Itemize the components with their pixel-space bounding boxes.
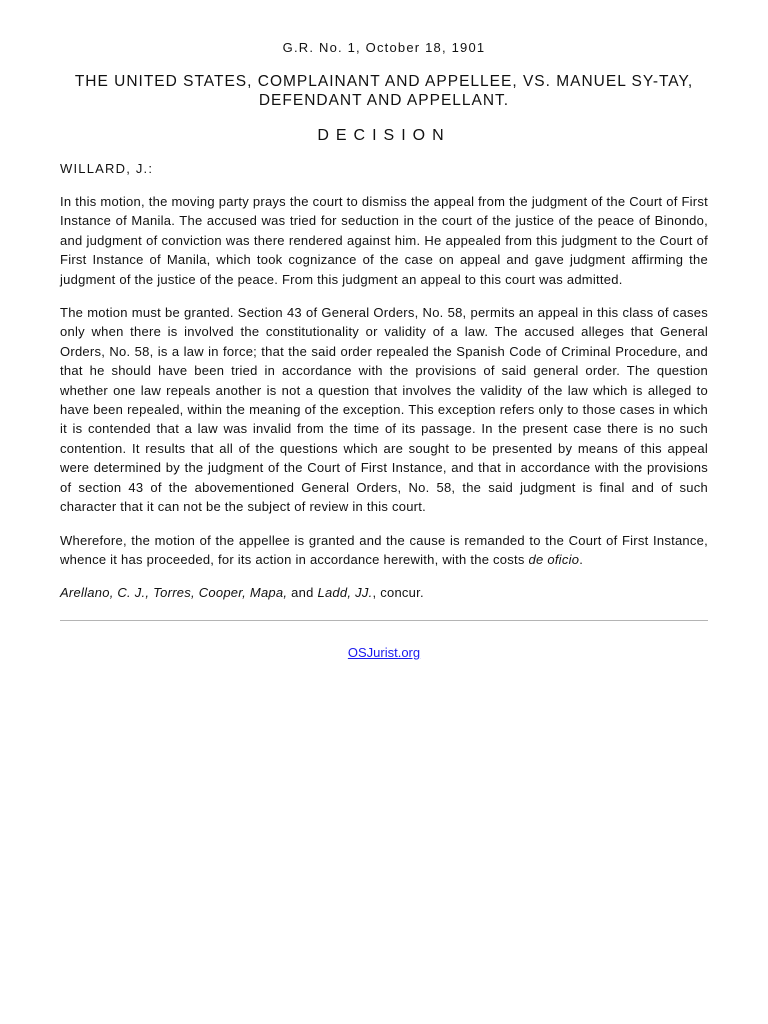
concur-sep: and	[291, 585, 314, 601]
footer	[60, 645, 708, 661]
wherefore-end: .	[579, 551, 584, 567]
paragraph-wherefore	[60, 531, 708, 570]
case-number: G.R. No. 1, October 18, 1901	[282, 40, 486, 55]
case-title: THE UNITED STATES, COMPLAINANT AND APPELLEE, VS. MANUEL SY-TAY, DEFENDANT AND APPELLANT.	[74, 73, 694, 109]
decision-heading: DECISION	[317, 127, 451, 144]
concur-justice-3: Ladd, JJ.	[317, 585, 373, 601]
concur-justices-2: Torres, Cooper, Mapa,	[153, 585, 288, 601]
paragraph-2: The motion must be granted. Section 43 of General Orders, No. 58, permits an appeal in this class of cases only when there is involved the constitutionality or validity of a law. The accused alleges that General Orders, No. 58, is a law in force; that the said order repealed the Spanish Code of Criminal Procedure, and that he should have been tried in accordance with the provisions of said general order. The question whether one law repeals another is not a question that involves the validity of the law which is alleged to have been repealed, within the meaning of the exception. This exception refers only to those cases in which it is contended that a law was invalid from the time of its passage. In the present case there is no such contention. It results that all of the questions which are sought to be presented by means of this appeal were determined by the judgment of the Court of First Instance, and that in accordance with the provisions of section 43 of the abovementioned General Orders, No. 58, the said judgment is final and of such character that it can not be the subject of review in this court.	[60, 305, 708, 515]
osjurist-link[interactable]: OSJurist.org	[347, 645, 421, 661]
ponente: WILLARD, J.:	[60, 161, 154, 176]
concurrence-line	[60, 583, 708, 602]
concur-justice-1: Arellano, C. J.,	[60, 585, 150, 601]
paragraph-1: In this motion, the moving party prays the court to dismiss the appeal from the judgment of the Court of First Instance of Manila. The accused was tried for seduction in the court of the justice of the peace of Binondo, and judgment of conviction was there rendered against him. He appealed from this judgment to the Court of First Instance of Manila, which took cognizance of the case on appeal and gave judgment affirming the judgment of the justice of the peace. From this judgment an appeal to this court was admitted.	[60, 194, 708, 287]
wherefore-italic: de oficio	[528, 551, 580, 567]
concur-tail: , concur.	[372, 585, 424, 601]
wherefore-text: Wherefore, the motion of the appellee is granted and the cause is remanded to the Court of First Instance, whence it has proceeded, for its action in accordance herewith, with the costs	[60, 532, 708, 567]
footer-divider	[60, 620, 708, 621]
decision-page	[60, 0, 708, 661]
